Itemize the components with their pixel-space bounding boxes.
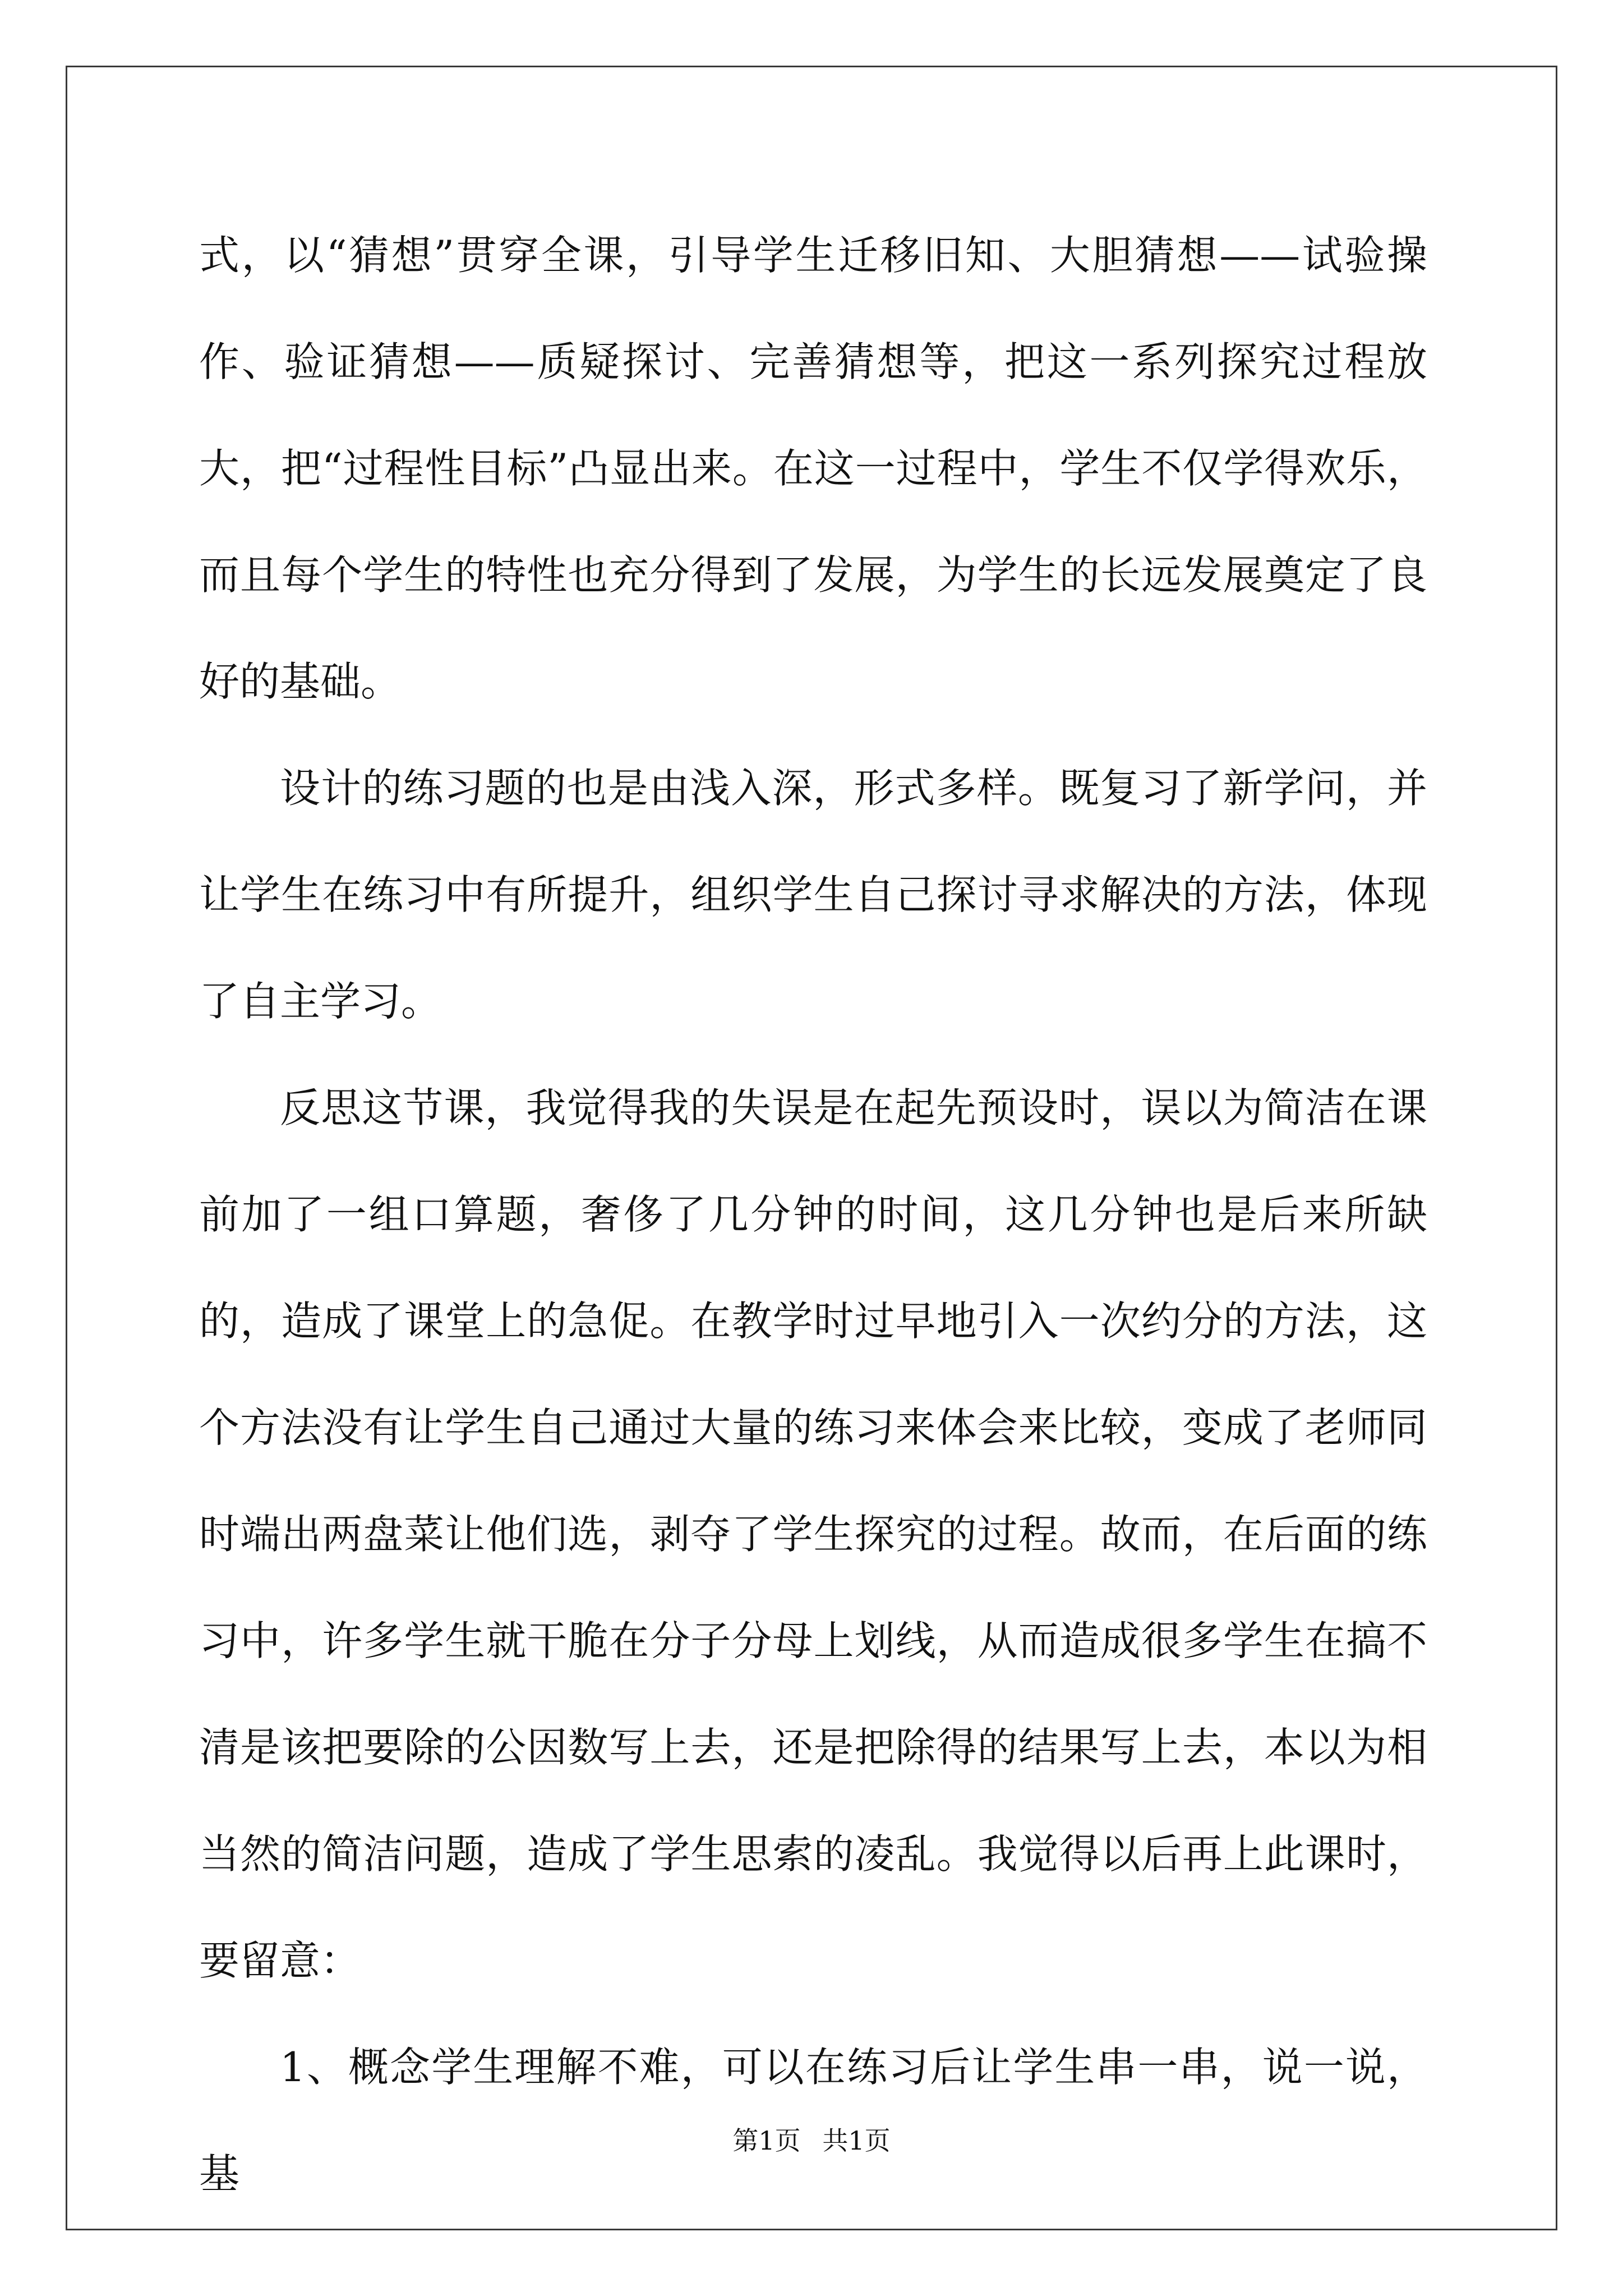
page-footer xyxy=(0,2120,1623,2157)
document-body xyxy=(199,202,1427,2227)
paragraph-3: 反思这节课，我觉得我的失误是在起先预设时，误以为简洁在课前加了一组口算题，奢侈了几分钟的时间，这几分钟也是后来所缺的，造成了课堂上的急促。在教学时过早地引入一次约分的方法，这个方法没有让学生自己通过大量的练习来体会来比较，变成了老师同时端出两盘菜让他们选，剥夺了学生探究的过程。故而，在后面的练习中，许多学生就干脆在分子分母上划线，从而造成很多学生在搞不清是该把要除的公因数写上去，还是把除得的结果写上去，本以为相当然的简洁问题，造成了学生思索的凌乱。我觉得以后再上此课时，要留意： xyxy=(199,1084,1427,1984)
page-number: 第1页 xyxy=(732,2125,801,2156)
paragraph-4: 1、概念学生理解不难，可以在练习后让学生串一串，说一说，基 xyxy=(199,2044,1427,2197)
page-total: 共1页 xyxy=(822,2125,891,2156)
paragraph-1: 式，以“猜想”贯穿全课，引导学生迁移旧知、大胆猜想——试验操作、验证猜想——质疑探讨、完善猜想等，把这一系列探究过程放大，把“过程性目标”凸显出来。在这一过程中，学生不仅学得欢乐，而且每个学生的特性也充分得到了发展，为学生的长远发展奠定了良好的基础。 xyxy=(199,232,1427,705)
paragraph-2: 设计的练习题的也是由浅入深，形式多样。既复习了新学问，并让学生在练习中有所提升，组织学生自己探讨寻求解决的方法，体现了自主学习。 xyxy=(199,765,1427,1025)
